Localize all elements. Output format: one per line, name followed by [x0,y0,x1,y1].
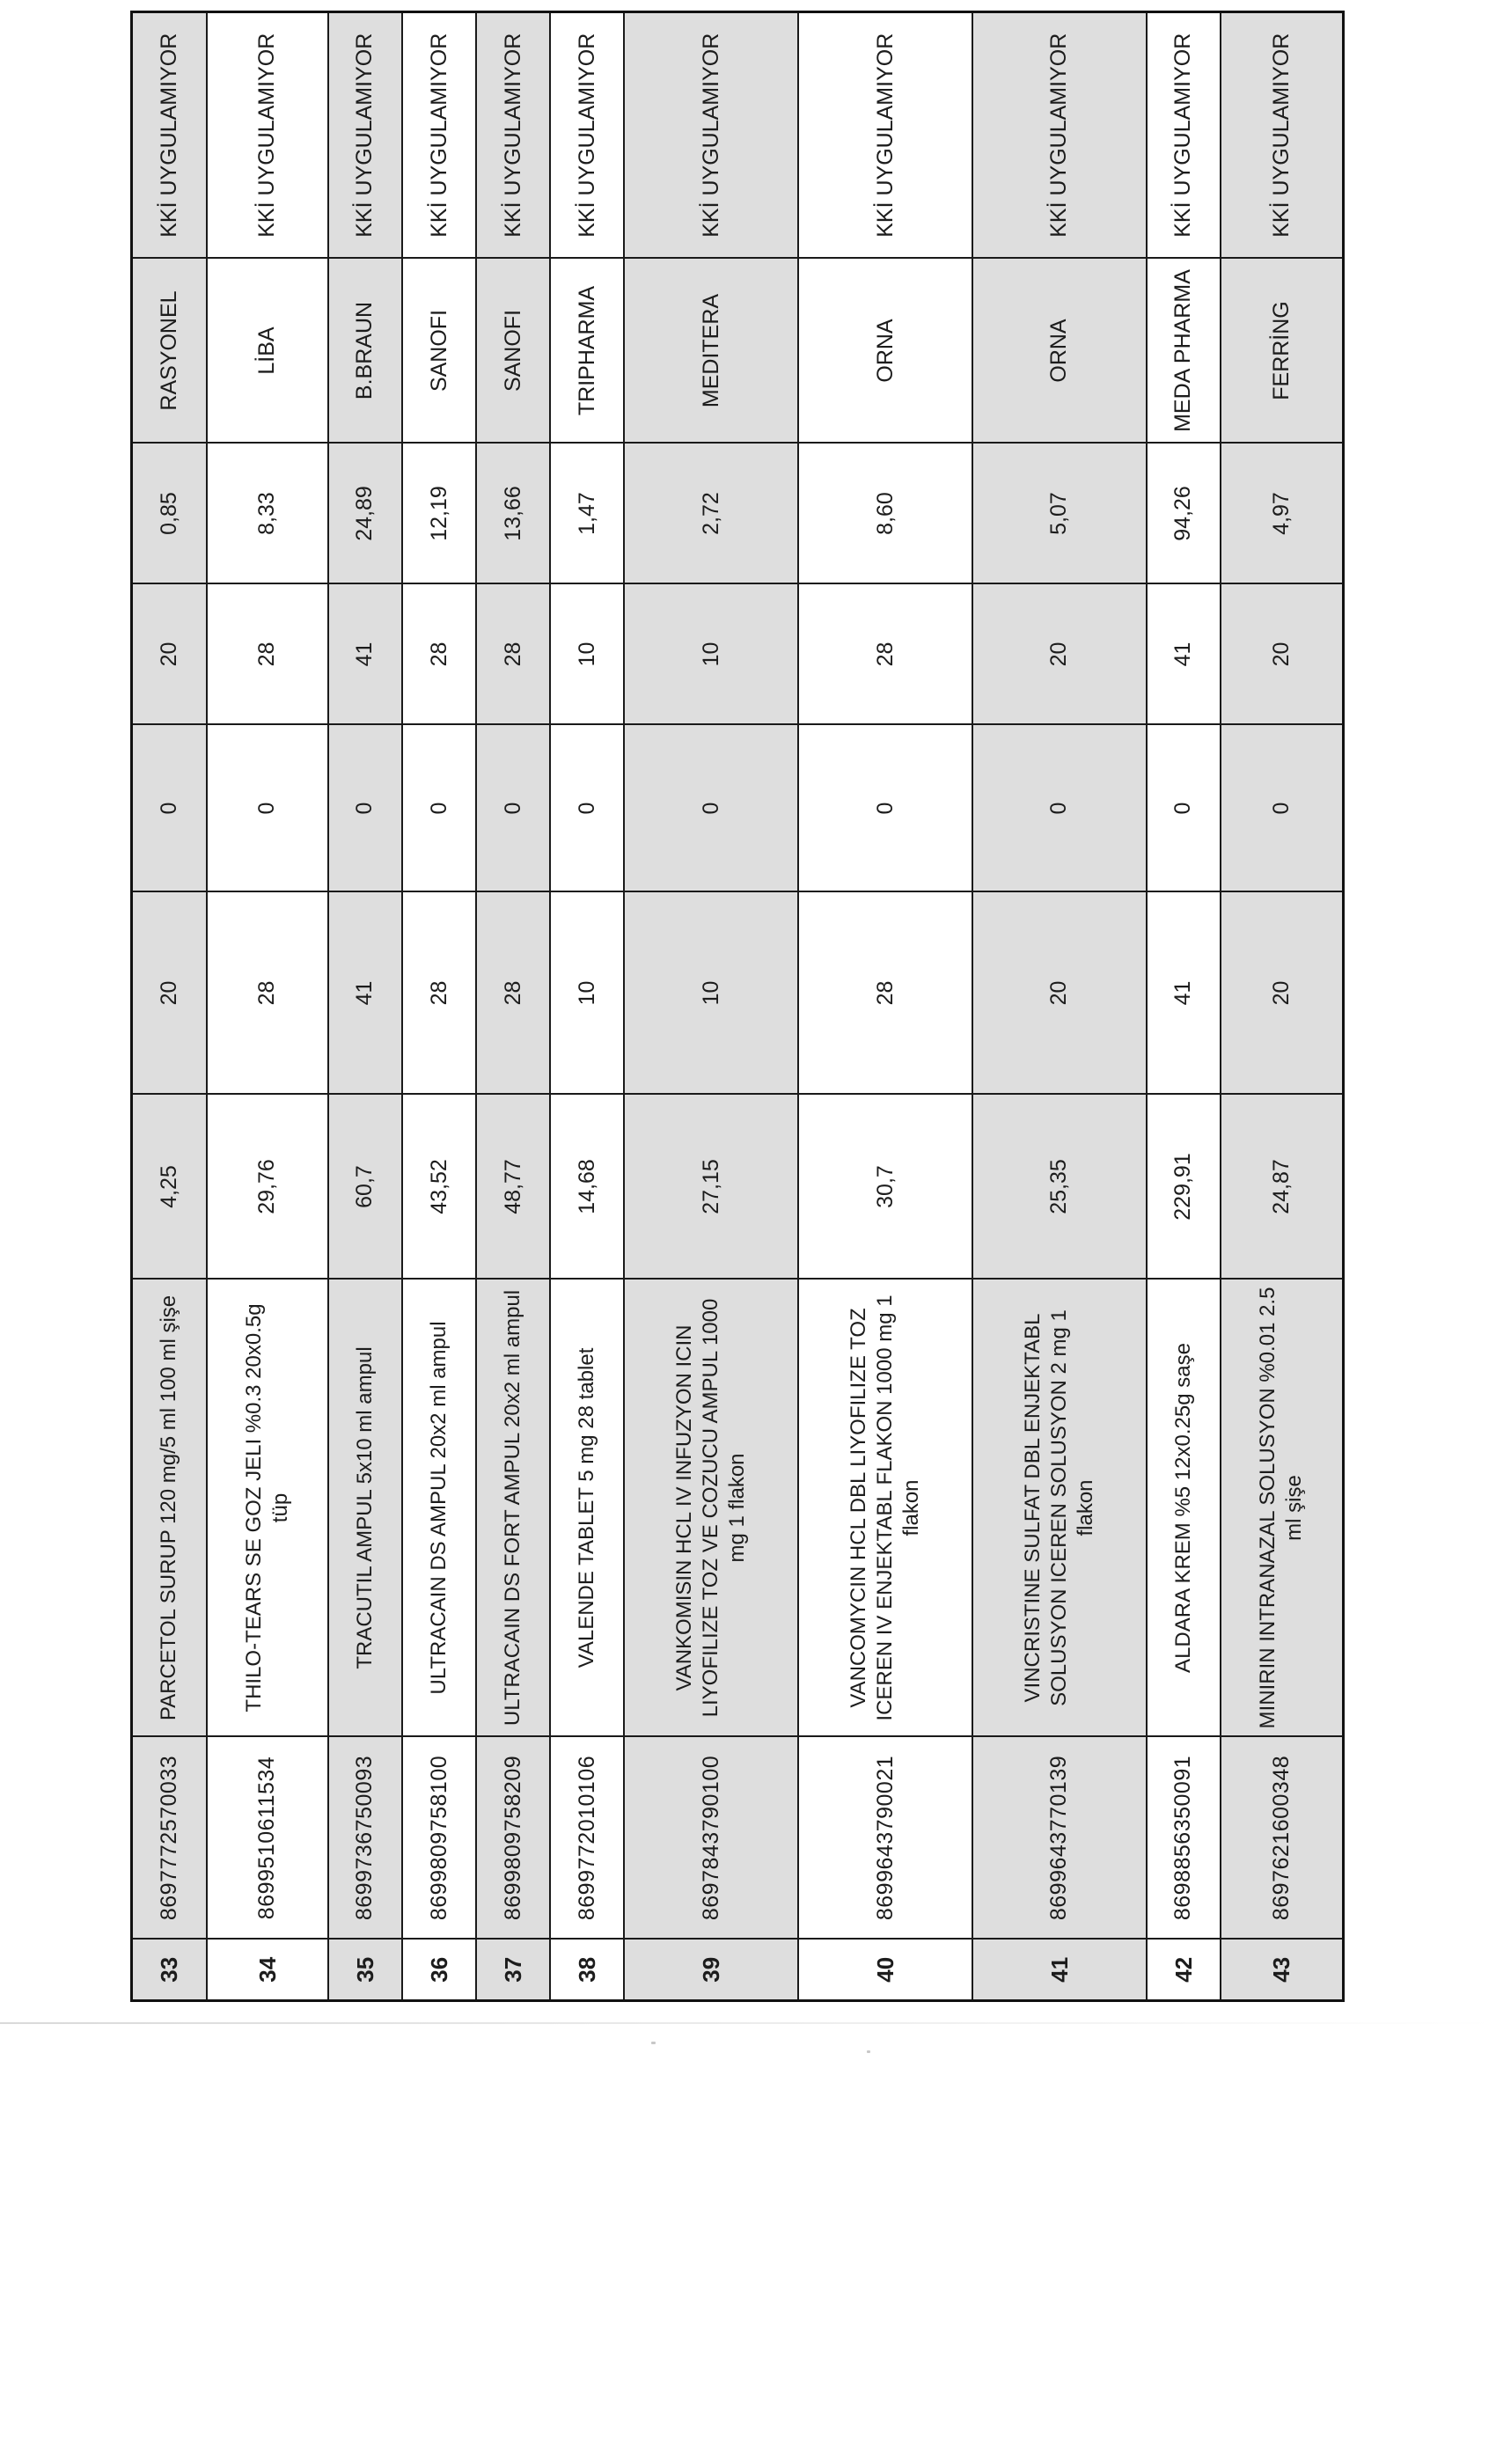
table-row [550,12,624,2001]
rate-c-cell: 41 [328,584,402,725]
barcode-cell: 8697843790100 [624,1737,798,1940]
rate-b-cell: 0 [624,725,798,892]
rate-c-cell: 20 [1221,584,1344,725]
rate-c-cell: 10 [624,584,798,725]
scan-speck [651,2042,656,2044]
table-row [972,12,1147,2001]
barcode-cell: 8699809758209 [476,1737,550,1940]
amount-cell: 12,19 [402,444,476,584]
rate-b-cell: 0 [550,725,624,892]
table-row [476,12,550,2001]
price-cell: 4,25 [132,1095,207,1280]
price-cell: 27,15 [624,1095,798,1280]
amount-cell: 94,26 [1147,444,1221,584]
price-cell: 14,68 [550,1095,624,1280]
rate-b-cell: 0 [132,725,207,892]
rate-c-cell: 28 [476,584,550,725]
price-cell: 48,77 [476,1095,550,1280]
price-cell: 30,7 [798,1095,972,1280]
firm-cell: SANOFI [402,259,476,444]
status-cell: KKİ UYGULAMIYOR [1221,12,1344,259]
rate-a-cell: 41 [328,892,402,1095]
rate-b-cell: 0 [207,725,328,892]
barcode-cell: 8697621600348 [1221,1737,1344,1940]
rate-c-cell: 41 [1147,584,1221,725]
price-cell: 24,87 [1221,1095,1344,1280]
status-cell: KKİ UYGULAMIYOR [624,12,798,259]
product-name-cell: MINIRIN INTRANAZAL SOLUSYON %0.01 2.5 ml şişe [1221,1280,1344,1737]
barcode-cell: 8699736750093 [328,1737,402,1940]
amount-cell: 5,07 [972,444,1147,584]
amount-cell: 2,72 [624,444,798,584]
status-cell: KKİ UYGULAMIYOR [798,12,972,259]
firm-cell: ORNA [972,259,1147,444]
rate-c-cell: 28 [207,584,328,725]
amount-cell: 1,47 [550,444,624,584]
firm-cell: B.BRAUN [328,259,402,444]
status-cell: KKİ UYGULAMIYOR [972,12,1147,259]
row-number-cell: 33 [132,1940,207,2001]
row-number-cell: 38 [550,1940,624,2001]
row-number-cell: 36 [402,1940,476,2001]
product-name-cell: VINCRISTINE SULFAT DBL ENJEKTABL SOLUSYON ICEREN SOLUSYON 2 mg 1 flakon [972,1280,1147,1737]
table-row [1147,12,1221,2001]
amount-cell: 8,60 [798,444,972,584]
row-number-cell: 41 [972,1940,1147,2001]
firm-cell: ORNA [798,259,972,444]
rate-c-cell: 20 [972,584,1147,725]
rate-a-cell: 20 [972,892,1147,1095]
price-cell: 229,91 [1147,1095,1221,1280]
rate-b-cell: 0 [476,725,550,892]
product-name-cell: VALENDE TABLET 5 mg 28 tablet [550,1280,624,1737]
status-cell: KKİ UYGULAMIYOR [207,12,328,259]
table-row [1221,12,1344,2001]
amount-cell: 0,85 [132,444,207,584]
barcode-cell: 8699772010106 [550,1737,624,1940]
rate-b-cell: 0 [972,725,1147,892]
table-row [798,12,972,2001]
row-number-cell: 35 [328,1940,402,2001]
product-name-cell: PARCETOL SURUP 120 mg/5 ml 100 ml şişe [132,1280,207,1737]
product-name-cell: ALDARA KREM %5 12x0.25g saşe [1147,1280,1221,1737]
amount-cell: 8,33 [207,444,328,584]
firm-cell: FERRİNG [1221,259,1344,444]
amount-cell: 24,89 [328,444,402,584]
product-name-cell: TRACUTIL AMPUL 5x10 ml ampul [328,1280,402,1737]
rate-b-cell: 0 [1147,725,1221,892]
rate-a-cell: 41 [1147,892,1221,1095]
status-cell: KKİ UYGULAMIYOR [328,12,402,259]
status-cell: KKİ UYGULAMIYOR [132,12,207,259]
table-row [328,12,402,2001]
rate-a-cell: 28 [207,892,328,1095]
row-number-cell: 39 [624,1940,798,2001]
rate-c-cell: 28 [798,584,972,725]
rate-c-cell: 28 [402,584,476,725]
status-cell: KKİ UYGULAMIYOR [402,12,476,259]
amount-cell: 13,66 [476,444,550,584]
rate-a-cell: 20 [1221,892,1344,1095]
barcode-cell: 8698856350091 [1147,1737,1221,1940]
rate-b-cell: 0 [1221,725,1344,892]
firm-cell: SANOFI [476,259,550,444]
barcode-cell: 8699510611534 [207,1737,328,1940]
firm-cell: MEDA PHARMA [1147,259,1221,444]
price-cell: 60,7 [328,1095,402,1280]
price-cell: 43,52 [402,1095,476,1280]
rate-a-cell: 20 [132,892,207,1095]
row-number-cell: 40 [798,1940,972,2001]
amount-cell: 4,97 [1221,444,1344,584]
rate-b-cell: 0 [798,725,972,892]
table-row [624,12,798,2001]
firm-cell: RASYONEL [132,259,207,444]
firm-cell: LİBA [207,259,328,444]
drug-price-table [130,11,1345,2002]
firm-cell: TRIPHARMA [550,259,624,444]
table-row [132,12,207,2001]
barcode-cell: 8699809758100 [402,1737,476,1940]
rate-a-cell: 28 [798,892,972,1095]
status-cell: KKİ UYGULAMIYOR [476,12,550,259]
rate-a-cell: 28 [476,892,550,1095]
scan-speck [867,2050,870,2053]
barcode-cell: 8697772570033 [132,1737,207,1940]
rate-b-cell: 0 [402,725,476,892]
rate-a-cell: 10 [624,892,798,1095]
drug-price-table-wrapper [130,13,1345,2002]
row-number-cell: 43 [1221,1940,1344,2001]
product-name-cell: ULTRACAIN DS FORT AMPUL 20x2 ml ampul [476,1280,550,1737]
rate-c-cell: 20 [132,584,207,725]
table-row [207,12,328,2001]
rate-a-cell: 10 [550,892,624,1095]
rate-a-cell: 28 [402,892,476,1095]
rate-c-cell: 10 [550,584,624,725]
table-body [132,12,1344,2001]
rate-b-cell: 0 [328,725,402,892]
price-cell: 29,76 [207,1095,328,1280]
product-name-cell: THILO-TEARS SE GOZ JELI %0.3 20x0.5g tüp [207,1280,328,1737]
row-number-cell: 34 [207,1940,328,2001]
barcode-cell: 8699643770139 [972,1737,1147,1940]
product-name-cell: VANCOMYCIN HCL DBL LIYOFILIZE TOZ ICEREN IV ENJEKTABL FLAKON 1000 mg 1 flakon [798,1280,972,1737]
status-cell: KKİ UYGULAMIYOR [550,12,624,259]
row-number-cell: 37 [476,1940,550,2001]
product-name-cell: VANKOMISIN HCL IV INFUZYON ICIN LIYOFILIZE TOZ VE COZUCU AMPUL 1000 mg 1 flakon [624,1280,798,1737]
row-number-cell: 42 [1147,1940,1221,2001]
firm-cell: MEDITERA [624,259,798,444]
scan-page-edge [0,2022,1496,2024]
barcode-cell: 8699643790021 [798,1737,972,1940]
table-row [402,12,476,2001]
status-cell: KKİ UYGULAMIYOR [1147,12,1221,259]
product-name-cell: ULTRACAIN DS AMPUL 20x2 ml ampul [402,1280,476,1737]
price-cell: 25,35 [972,1095,1147,1280]
